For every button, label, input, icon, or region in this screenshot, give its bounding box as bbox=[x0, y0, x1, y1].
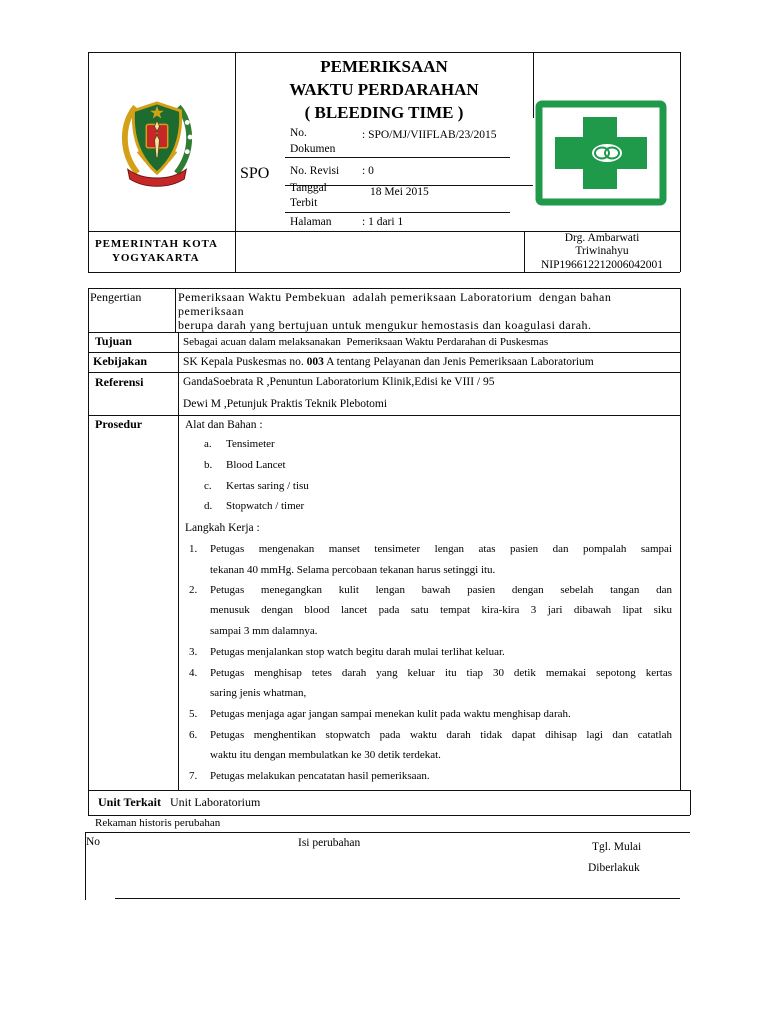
unit-terkait-border-right bbox=[690, 790, 691, 815]
header-divider-title-right bbox=[533, 52, 534, 118]
info-separator-1 bbox=[285, 157, 510, 158]
no-revisi-label: No. Revisi bbox=[290, 165, 340, 177]
kebijakan-text bbox=[183, 355, 594, 369]
authority-border-bottom bbox=[88, 272, 680, 273]
alat-item: Blood Lancet bbox=[226, 459, 286, 471]
alat-item: Stopwatch / timer bbox=[226, 500, 305, 512]
step-number: 3. bbox=[189, 646, 198, 658]
step-number: 7. bbox=[189, 770, 198, 782]
kebijakan-text-post: A tentang Pelayanan dan Jenis Pemeriksaan Laboratorium bbox=[323, 356, 594, 368]
alat-marker: d. bbox=[204, 500, 213, 512]
alat-heading: Alat dan Bahan : bbox=[185, 419, 263, 431]
header-border-top bbox=[88, 52, 680, 53]
table-border-right bbox=[680, 288, 681, 790]
step-text-line: Petugas menegangkan kulit lengan bawah pasien dengan sebelah tangan dan bbox=[210, 584, 672, 596]
header-border-right bbox=[680, 52, 681, 231]
langkah-heading: Langkah Kerja : bbox=[185, 522, 260, 534]
pengertian-line-2: pemeriksaan bbox=[178, 304, 245, 318]
step-number: 5. bbox=[189, 708, 198, 720]
no-dokumen-value: : SPO/MJ/VIIFLAB/23/2015 bbox=[362, 129, 497, 141]
alat-marker: b. bbox=[204, 459, 213, 471]
table-border-left bbox=[88, 288, 89, 790]
label-divider-pengertian bbox=[175, 288, 176, 332]
kebijakan-text-pre: SK Kepala Puskesmas no. bbox=[183, 356, 307, 368]
step-text-line: saring jenis whatman, bbox=[210, 687, 307, 699]
history-col-tgl-line-1: Tgl. Mulai bbox=[592, 841, 642, 853]
row-separator-prosedur bbox=[88, 790, 690, 791]
history-border-top bbox=[85, 832, 690, 833]
halaman-label: Halaman bbox=[290, 216, 332, 228]
step-text-line: Petugas melakukan pencatatan hasil pemeriksaan. bbox=[210, 770, 430, 782]
history-col-no: No bbox=[86, 836, 101, 848]
label-divider bbox=[178, 332, 179, 790]
alat-item: Kertas saring / tisu bbox=[226, 480, 309, 492]
unit-terkait-label: Unit Terkait bbox=[98, 795, 162, 809]
kebijakan-label: Kebijakan bbox=[93, 354, 148, 368]
row-separator-pengertian bbox=[88, 332, 680, 333]
document-title-line-2: WAKTU PERDARAHAN bbox=[289, 80, 479, 99]
step-number: 2. bbox=[189, 584, 198, 596]
history-col-isi: Isi perubahan bbox=[298, 837, 361, 849]
step-text-line: Petugas menghisap tetes darah yang keluar itu tiap 30 detik memakai sepotong kertas bbox=[210, 667, 672, 679]
step-text-line: menusuk dengan blood lancet pada satu tempat kira-kira 3 jari dibawah lipat siku bbox=[210, 604, 672, 616]
pengertian-line-1: Pemeriksaan Waktu Pembekuan adalah pemeriksaan Laboratorium dengan bahan bbox=[178, 290, 612, 304]
institution-line-2: YOGYAKARTA bbox=[112, 252, 200, 264]
unit-terkait-border-left bbox=[88, 790, 89, 815]
step-number: 4. bbox=[189, 667, 198, 679]
tujuan-text: Sebagai acuan dalam melaksanakan Pemeriksaan Waktu Perdarahan di Puskesmas bbox=[183, 336, 549, 348]
step-text-line: Petugas menghentikan stopwatch pada waktu darah tidak dapat dihisap lagi dan catatlah bbox=[210, 729, 672, 741]
authority-divider-1 bbox=[235, 231, 236, 272]
tujuan-label: Tujuan bbox=[95, 334, 132, 348]
tanggal-terbit-label-line-1: Tanggal bbox=[290, 182, 327, 194]
referensi-label: Referensi bbox=[95, 375, 144, 389]
authority-border-left bbox=[88, 231, 89, 272]
document-title-line-3: ( BLEEDING TIME ) bbox=[304, 103, 464, 122]
signatory-nip: NIP196612212006042001 bbox=[540, 259, 664, 271]
institution-line-1: PEMERINTAH KOTA bbox=[95, 238, 218, 250]
step-text-line: Petugas menjaga agar jangan sampai menekan kulit pada waktu menghisap darah. bbox=[210, 708, 571, 720]
unit-terkait-value: Unit Laboratorium bbox=[170, 795, 261, 809]
table-border-top bbox=[88, 288, 680, 289]
step-text-line: tekanan 40 mmHg. Selama percobaan tekanan harus setinggi itu. bbox=[210, 564, 496, 576]
step-text-line: Petugas mengenakan manset tensimeter lengan atas pasien dan pompalah sampai bbox=[210, 543, 672, 555]
spo-label: SPO bbox=[240, 165, 270, 182]
history-title: Rekaman historis perubahan bbox=[95, 817, 221, 829]
kebijakan-sk-number: 003 bbox=[306, 356, 324, 368]
alat-marker: a. bbox=[204, 438, 212, 450]
alat-item: Tensimeter bbox=[226, 438, 275, 450]
document-title-line-1: PEMERIKSAAN bbox=[320, 57, 448, 76]
tanggal-terbit-value: 18 Mei 2015 bbox=[370, 186, 429, 198]
authority-border-right bbox=[680, 231, 681, 272]
step-text-line: sampai 3 mm dalamnya. bbox=[210, 625, 318, 637]
halaman-value: : 1 dari 1 bbox=[362, 216, 404, 228]
no-dokumen-label-line-2: Dokumen bbox=[290, 143, 336, 155]
signatory-name-line-1: Drg. Ambarwati bbox=[564, 232, 640, 244]
no-revisi-value: : 0 bbox=[362, 165, 374, 177]
pengertian-line-3: berupa darah yang bertujuan untuk mengukur hemostasis dan koagulasi darah. bbox=[178, 318, 592, 332]
tanggal-terbit-label-line-2: Terbit bbox=[290, 197, 318, 209]
row-separator-kebijakan bbox=[88, 372, 680, 373]
signatory-name-line-2: Triwinahyu bbox=[575, 245, 629, 257]
referensi-item-2: Dewi M ,Petunjuk Praktis Teknik Plebotomi bbox=[183, 398, 388, 410]
prosedur-label: Prosedur bbox=[95, 417, 143, 431]
step-number: 1. bbox=[189, 543, 198, 555]
puskesmas-logo-icon bbox=[535, 100, 667, 206]
yogyakarta-coat-of-arms-icon bbox=[118, 92, 196, 188]
no-dokumen-label-line-1: No. bbox=[290, 127, 307, 139]
referensi-item-1: GandaSoebrata R ,Penuntun Laboratorium Klinik,Edisi ke VIII / 95 bbox=[183, 376, 495, 388]
row-separator-tujuan bbox=[88, 352, 680, 353]
pengertian-label: Pengertian bbox=[90, 290, 142, 304]
step-text-line: waktu itu dengan membulatkan ke 30 detik terdekat. bbox=[210, 749, 441, 761]
history-border-bottom bbox=[115, 898, 680, 899]
alat-marker: c. bbox=[204, 480, 212, 492]
step-text-line: Petugas menjalankan stop watch begitu darah mulai terlihat keluar. bbox=[210, 646, 505, 658]
step-number: 6. bbox=[189, 729, 198, 741]
history-col-tgl-line-2: Diberlakuk bbox=[588, 862, 640, 874]
info-separator-3 bbox=[285, 212, 510, 213]
header-border-left bbox=[88, 52, 89, 231]
row-separator-referensi bbox=[88, 415, 680, 416]
